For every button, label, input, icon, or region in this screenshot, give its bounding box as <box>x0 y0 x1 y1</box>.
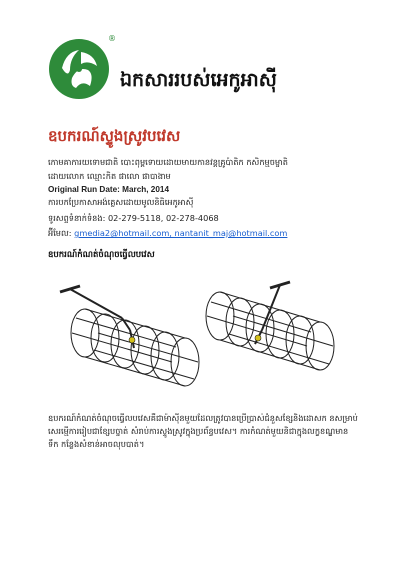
email-line <box>48 227 287 239</box>
echo-asia-logo <box>48 34 116 100</box>
marker-tool-illustration <box>50 278 360 388</box>
phone-label: ទូរសព្ទទំនាក់ទំនង: <box>48 213 106 223</box>
section-heading: ឧបករណ៍កំណត់ចំណុចធ្វើលបវេស <box>48 250 155 260</box>
phone-numbers: 02-279-5118, 02-278-4068 <box>107 213 219 223</box>
brand-title: ឯកសាររបស់អេកូអាស៊ី <box>120 69 277 91</box>
email-links[interactable]: gmedia2@hotmail.com, nantanit_maj@hotmail.com <box>74 228 288 238</box>
translation-line: ការបកប្រែកាសាអង់គ្លេសដោយមូលនិធិអេកូអាស៊ី <box>48 197 194 207</box>
email-label: អ៊ីមែល: <box>48 228 72 238</box>
document-title: ឧបករណ៍ស្ទូងស្រូវបវេស <box>48 127 181 145</box>
run-date: Original Run Date: March, 2014 <box>48 185 170 194</box>
phone-line <box>48 212 219 224</box>
author-line: ដោយលោក ឈ្មោះកិត ផាលោ ផាបាងាម <box>48 171 171 181</box>
registered-mark: ® <box>108 34 116 43</box>
description-paragraph: ឧបករណ៍កំណត់ចំណុចធ្វើលបវេសគឺជាម៉ាស៊ីនមួយដែលត្រូវបានប្រើប្រាស់ជំនួសខ្សែនិងដោសក នសម្រាប់សេរម្មើការរៀបជាខ្សែបច្ចាត់ សំរាប់ការស្ទូងស្រូវក្នុងប្រព័ន្ធបវេស។ ការកំណត់មួយនិជាក្នុងលក្ខខណ្ឌមានទឹក កន្លែងសំខាន់អាចលុបបាត់។ <box>48 413 358 449</box>
publisher-line: កោមគាការយទោមជាតិ បោះពុម្ពទោយដោយមាយកានវន្តគ្រូប៉ាតិក កសិកម្មចម្ចាតិ <box>48 157 288 167</box>
